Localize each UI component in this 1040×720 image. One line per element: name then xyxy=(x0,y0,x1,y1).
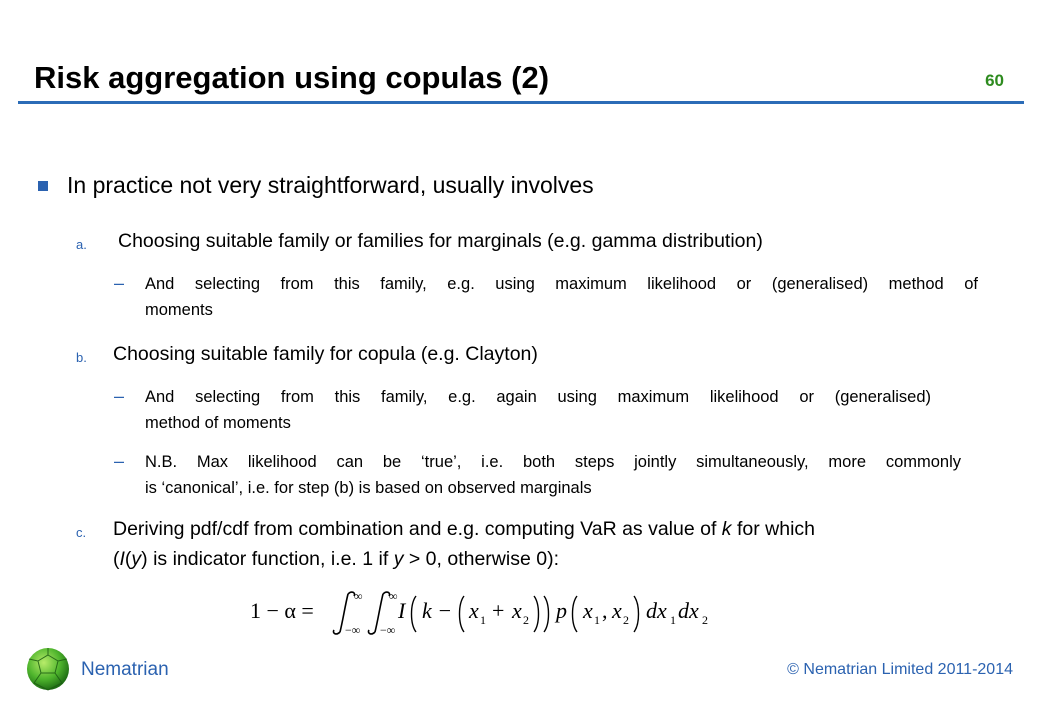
sub-item-b1-line1: And selecting from this family, e.g. again using maximum likelihood or (generalised) xyxy=(145,388,931,406)
var-integral-formula xyxy=(250,586,730,640)
sub-item-b2-line1: N.B. Max likelihood can be ‘true’, i.e. both steps jointly simultaneously, more commonly xyxy=(145,453,961,471)
square-bullet-icon xyxy=(38,181,48,191)
integral-upper-2: ∞ xyxy=(389,589,398,603)
formula-px2: x xyxy=(612,598,622,623)
integral-lower-2: −∞ xyxy=(380,623,396,637)
main-bullet-text: In practice not very straightforward, usually involves xyxy=(67,172,594,198)
list-item-b-text: Choosing suitable family for copula (e.g. Clayton) xyxy=(113,343,538,365)
list-item-a-text: Choosing suitable family or families for marginals (e.g. gamma distribution) xyxy=(118,230,763,252)
sub-item-a1-line2: moments xyxy=(145,301,213,319)
formula-k: k − xyxy=(422,598,453,623)
footer-copyright: © Nematrian Limited 2011-2014 xyxy=(787,661,1013,678)
formula-psub1: 1 xyxy=(594,613,600,627)
sub-item-b2-line2: is ‘canonical’, i.e. for step (b) is based on observed marginals xyxy=(145,479,592,497)
formula-dsub2: 2 xyxy=(702,613,708,627)
right-paren-icon xyxy=(534,596,539,632)
text-run: ( xyxy=(113,548,120,570)
integral-lower-1: −∞ xyxy=(345,623,361,637)
page-title: Risk aggregation using copulas (2) xyxy=(34,60,550,95)
formula-dsub1: 1 xyxy=(670,613,676,627)
text-run: Deriving pdf/cdf from combination and e.g. computing VaR as value of xyxy=(113,518,722,540)
dash-marker: – xyxy=(114,273,125,293)
formula-x2: x xyxy=(512,598,522,623)
right-paren-icon xyxy=(544,596,549,632)
title-divider xyxy=(18,101,1024,104)
formula-comma: , xyxy=(602,598,608,623)
list-marker-a: a. xyxy=(76,237,87,252)
formula-I: I xyxy=(398,598,406,623)
text-run: for which xyxy=(731,518,815,540)
sub-item-a1 xyxy=(114,271,984,323)
list-marker-b: b. xyxy=(76,350,87,365)
formula-psub2: 2 xyxy=(623,613,629,627)
left-paren-icon xyxy=(412,596,417,632)
text-run: ) is indicator function, i.e. 1 if xyxy=(141,548,394,570)
formula-p: p xyxy=(556,598,567,623)
list-item-c-line2 xyxy=(113,546,559,573)
sub-item-b1 xyxy=(114,384,984,436)
sub-item-b2 xyxy=(114,449,984,501)
dash-marker: – xyxy=(114,451,125,471)
text-run: ( xyxy=(124,548,132,570)
nematrian-logo-icon xyxy=(24,645,72,693)
right-paren-icon xyxy=(634,596,639,632)
sub-item-b1-line2: method of moments xyxy=(145,414,291,432)
formula-lhs: 1 − α = xyxy=(250,598,314,623)
footer-brand: Nematrian xyxy=(81,659,169,680)
list-marker-c: c. xyxy=(76,525,87,540)
formula-dx2: dx xyxy=(678,598,699,623)
italic-k: k xyxy=(721,518,732,540)
text-run: > 0, otherwise 0): xyxy=(403,548,559,570)
sub-item-a1-line1: And selecting from this family, e.g. using maximum likelihood or (generalised) method of xyxy=(145,275,978,293)
italic-I: I xyxy=(119,548,125,570)
formula-px1: x xyxy=(583,598,593,623)
italic-y: y xyxy=(131,548,142,570)
formula-sub2: 2 xyxy=(523,613,529,627)
integral-upper-1: ∞ xyxy=(354,589,363,603)
formula-dx1: dx xyxy=(646,598,667,623)
formula-svg xyxy=(250,586,730,640)
formula-plus: + xyxy=(492,598,505,623)
italic-y: y xyxy=(393,548,404,570)
left-paren-icon xyxy=(460,596,465,632)
left-paren-icon xyxy=(573,596,578,632)
dash-marker: – xyxy=(114,386,125,406)
list-item-c-line1 xyxy=(113,516,815,543)
formula-x1: x xyxy=(469,598,479,623)
page-number: 60 xyxy=(985,71,1004,90)
formula-sub1: 1 xyxy=(480,613,486,627)
